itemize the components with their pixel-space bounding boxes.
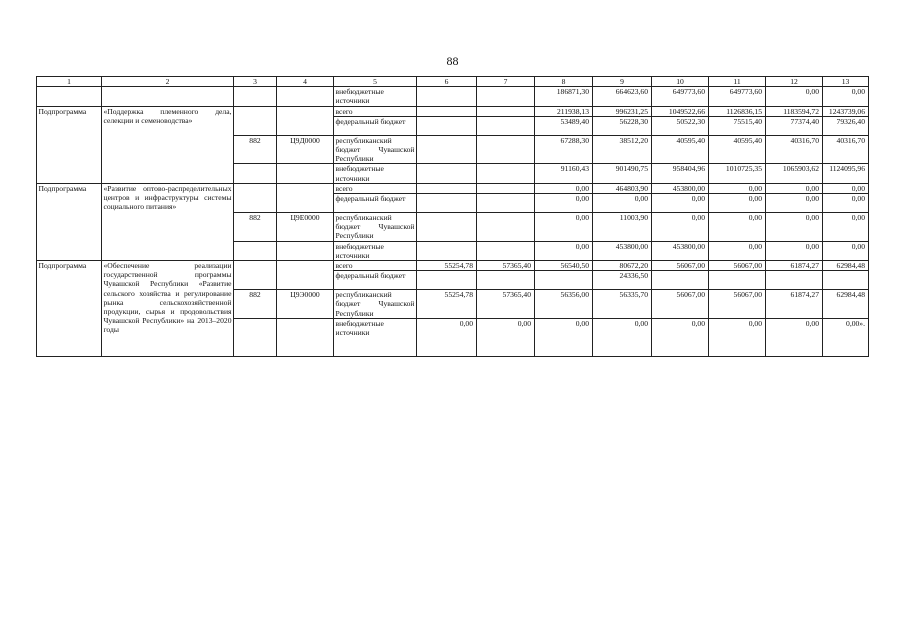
value-cell: 91160,43 xyxy=(535,164,593,183)
value-cell xyxy=(477,183,535,193)
column-header: 9 xyxy=(593,77,652,87)
value-cell xyxy=(477,213,535,242)
value-cell: 0,00 xyxy=(766,194,823,213)
funding-source: федеральный бюджет xyxy=(334,194,417,213)
value-cell: 61874,27 xyxy=(766,261,823,271)
value-cell: 1183594,72 xyxy=(766,106,823,116)
page-number: 88 xyxy=(446,54,459,68)
value-cell: 56356,00 xyxy=(535,290,593,319)
value-cell: 464803,90 xyxy=(593,183,652,193)
value-cell xyxy=(477,271,535,290)
value-cell: 664623,60 xyxy=(593,87,652,106)
table-cell xyxy=(234,87,277,106)
value-cell: 0,00 xyxy=(709,213,766,242)
value-cell: 50522,30 xyxy=(652,116,709,135)
value-cell: 11003,90 xyxy=(593,213,652,242)
value-cell: 56067,00 xyxy=(652,290,709,319)
value-cell xyxy=(535,271,593,290)
value-cell: 75515,40 xyxy=(709,116,766,135)
value-cell: 0,00 xyxy=(535,183,593,193)
value-cell: 57365,40 xyxy=(477,261,535,271)
value-cell: 0,00 xyxy=(766,213,823,242)
table-cell xyxy=(277,164,334,183)
column-header: 13 xyxy=(823,77,869,87)
value-cell: 0,00 xyxy=(766,87,823,106)
grbs-code: 882 xyxy=(234,290,277,319)
table-row xyxy=(37,106,869,116)
column-header: 2 xyxy=(102,77,234,87)
value-cell: 57365,40 xyxy=(477,290,535,319)
value-cell xyxy=(417,135,477,164)
value-cell xyxy=(417,241,477,260)
value-cell: 958404,96 xyxy=(652,164,709,183)
program-code: Ц9Д0000 xyxy=(277,135,334,164)
column-header: 10 xyxy=(652,77,709,87)
funding-source: всего xyxy=(334,261,417,271)
value-cell: 0,00 xyxy=(535,241,593,260)
value-cell xyxy=(477,241,535,260)
value-cell xyxy=(477,135,535,164)
value-cell: 0,00 xyxy=(766,318,823,356)
value-cell: 38512,20 xyxy=(593,135,652,164)
funding-source: республиканский бюджет Чувашской Республики xyxy=(335,290,415,318)
value-cell xyxy=(652,271,709,290)
value-cell: 53489,40 xyxy=(535,116,593,135)
value-cell xyxy=(477,87,535,106)
value-cell: 0,00 xyxy=(535,194,593,213)
column-header: 11 xyxy=(709,77,766,87)
value-cell: 0,00 xyxy=(766,241,823,260)
section-name: «Развитие оптово-распределительных центров и инфраструктуры системы социального питания» xyxy=(102,183,234,260)
value-cell xyxy=(417,164,477,183)
value-cell: 649773,60 xyxy=(652,87,709,106)
budget-table xyxy=(36,76,869,357)
value-cell: 40316,70 xyxy=(766,135,823,164)
value-cell xyxy=(417,183,477,193)
value-cell xyxy=(823,271,869,290)
value-cell: 56228,30 xyxy=(593,116,652,135)
table-cell xyxy=(234,241,277,260)
table-cell xyxy=(277,106,334,116)
value-cell: 0,00 xyxy=(593,194,652,213)
value-cell: 0,00 xyxy=(593,318,652,356)
value-cell: 211938,13 xyxy=(535,106,593,116)
table-row xyxy=(37,261,869,271)
value-cell xyxy=(417,271,477,290)
value-cell: 996231,25 xyxy=(593,106,652,116)
value-cell: 0,00 xyxy=(535,318,593,356)
value-cell: 0,00 xyxy=(652,194,709,213)
table-cell xyxy=(102,87,234,106)
table-cell xyxy=(277,116,334,135)
table-cell xyxy=(277,318,334,356)
table-cell xyxy=(234,183,277,193)
value-cell xyxy=(477,194,535,213)
value-cell: 1010725,35 xyxy=(709,164,766,183)
table-cell xyxy=(234,106,277,116)
value-cell xyxy=(709,271,766,290)
value-cell xyxy=(417,194,477,213)
value-cell: 1049522,66 xyxy=(652,106,709,116)
value-cell: 62984,48 xyxy=(823,261,869,271)
value-cell xyxy=(477,106,535,116)
funding-source: федеральный бюджет xyxy=(334,271,417,290)
column-header: 6 xyxy=(417,77,477,87)
value-cell: 0,00 xyxy=(823,213,869,242)
column-header: 4 xyxy=(277,77,334,87)
table-cell xyxy=(234,318,277,356)
value-cell: 453800,00 xyxy=(593,241,652,260)
value-cell: 80672,20 xyxy=(593,261,652,271)
section-type: Подпрограмма xyxy=(37,106,102,183)
value-cell: 56335,70 xyxy=(593,290,652,319)
table-row xyxy=(37,87,869,106)
section-type: Подпрограмма xyxy=(37,183,102,260)
program-code: Ц9Е0000 xyxy=(277,213,334,242)
funding-source: республиканский бюджет Чувашской Республики xyxy=(335,213,415,241)
value-cell: 62984,48 xyxy=(823,290,869,319)
value-cell: 0,00 xyxy=(417,318,477,356)
section-type: Подпрограмма xyxy=(37,261,102,357)
value-cell: 0,00 xyxy=(766,183,823,193)
value-cell: 61874,27 xyxy=(766,290,823,319)
value-cell: 0,00 xyxy=(652,213,709,242)
value-cell: 40316,70 xyxy=(823,135,869,164)
grbs-code: 882 xyxy=(234,135,277,164)
value-cell: 453800,00 xyxy=(652,241,709,260)
value-cell: 453800,00 xyxy=(652,183,709,193)
column-header: 7 xyxy=(477,77,535,87)
value-cell: 901490,75 xyxy=(593,164,652,183)
table-cell xyxy=(234,164,277,183)
value-cell: 649773,60 xyxy=(709,87,766,106)
table-row xyxy=(37,183,869,193)
funding-source: федеральный бюджет xyxy=(334,116,417,135)
value-cell xyxy=(766,271,823,290)
value-cell: 0,00 xyxy=(823,183,869,193)
funding-source: всего xyxy=(334,106,417,116)
value-cell: 0,00». xyxy=(823,318,869,356)
funding-source: всего xyxy=(334,183,417,193)
value-cell: 55254,78 xyxy=(417,261,477,271)
value-cell xyxy=(477,116,535,135)
value-cell: 0,00 xyxy=(477,318,535,356)
funding-source: внебюджетные источники xyxy=(334,87,417,106)
header-row xyxy=(37,77,869,87)
value-cell: 67288,30 xyxy=(535,135,593,164)
table-cell xyxy=(277,87,334,106)
value-cell: 56067,00 xyxy=(709,261,766,271)
value-cell: 0,00 xyxy=(823,194,869,213)
value-cell: 0,00 xyxy=(709,241,766,260)
value-cell: 79326,40 xyxy=(823,116,869,135)
value-cell: 40595,40 xyxy=(652,135,709,164)
column-header: 1 xyxy=(37,77,102,87)
funding-source: внебюджетные источники xyxy=(334,164,417,183)
section-name: «Обеспечение реализации государственной программы Чувашской Республики «Развитие сельского хозяйства и регулирование рынка сельскохозяйственной продукции, сырья и продовольствия Чувашской Республики» на 2013–2020 годы xyxy=(102,261,234,357)
table-cell xyxy=(37,87,102,106)
value-cell xyxy=(417,116,477,135)
table-cell xyxy=(234,261,277,271)
value-cell: 1065903,62 xyxy=(766,164,823,183)
funding-source: внебюджетные источники xyxy=(334,241,417,260)
value-cell: 0,00 xyxy=(823,87,869,106)
table-cell xyxy=(234,116,277,135)
value-cell: 1126836,15 xyxy=(709,106,766,116)
value-cell: 55254,78 xyxy=(417,290,477,319)
column-header: 8 xyxy=(535,77,593,87)
program-code: Ц9Э0000 xyxy=(277,290,334,319)
table-cell xyxy=(277,261,334,271)
value-cell xyxy=(417,87,477,106)
table-cell xyxy=(277,271,334,290)
value-cell: 0,00 xyxy=(709,318,766,356)
value-cell: 0,00 xyxy=(709,183,766,193)
value-cell: 40595,40 xyxy=(709,135,766,164)
value-cell: 56067,00 xyxy=(652,261,709,271)
table-cell xyxy=(277,183,334,193)
value-cell: 0,00 xyxy=(709,194,766,213)
value-cell: 0,00 xyxy=(823,241,869,260)
funding-source: республиканский бюджет Чувашской Республики xyxy=(335,135,415,164)
value-cell xyxy=(477,164,535,183)
section-name: «Поддержка племенного дела, селекции и семеноводства» xyxy=(102,106,234,183)
table-cell xyxy=(277,241,334,260)
value-cell: 0,00 xyxy=(535,213,593,242)
value-cell: 56067,00 xyxy=(709,290,766,319)
value-cell: 1243739,06 xyxy=(823,106,869,116)
value-cell xyxy=(417,106,477,116)
grbs-code: 882 xyxy=(234,213,277,242)
value-cell: 56540,50 xyxy=(535,261,593,271)
table-cell xyxy=(234,271,277,290)
table-cell xyxy=(277,194,334,213)
funding-source: внебюджетные источники xyxy=(334,318,417,356)
value-cell: 1124095,96 xyxy=(823,164,869,183)
value-cell: 186871,30 xyxy=(535,87,593,106)
column-header: 12 xyxy=(766,77,823,87)
value-cell: 77374,40 xyxy=(766,116,823,135)
column-header: 5 xyxy=(334,77,417,87)
column-header: 3 xyxy=(234,77,277,87)
table-cell xyxy=(234,194,277,213)
value-cell xyxy=(417,213,477,242)
value-cell: 24336,50 xyxy=(593,271,652,290)
value-cell: 0,00 xyxy=(652,318,709,356)
